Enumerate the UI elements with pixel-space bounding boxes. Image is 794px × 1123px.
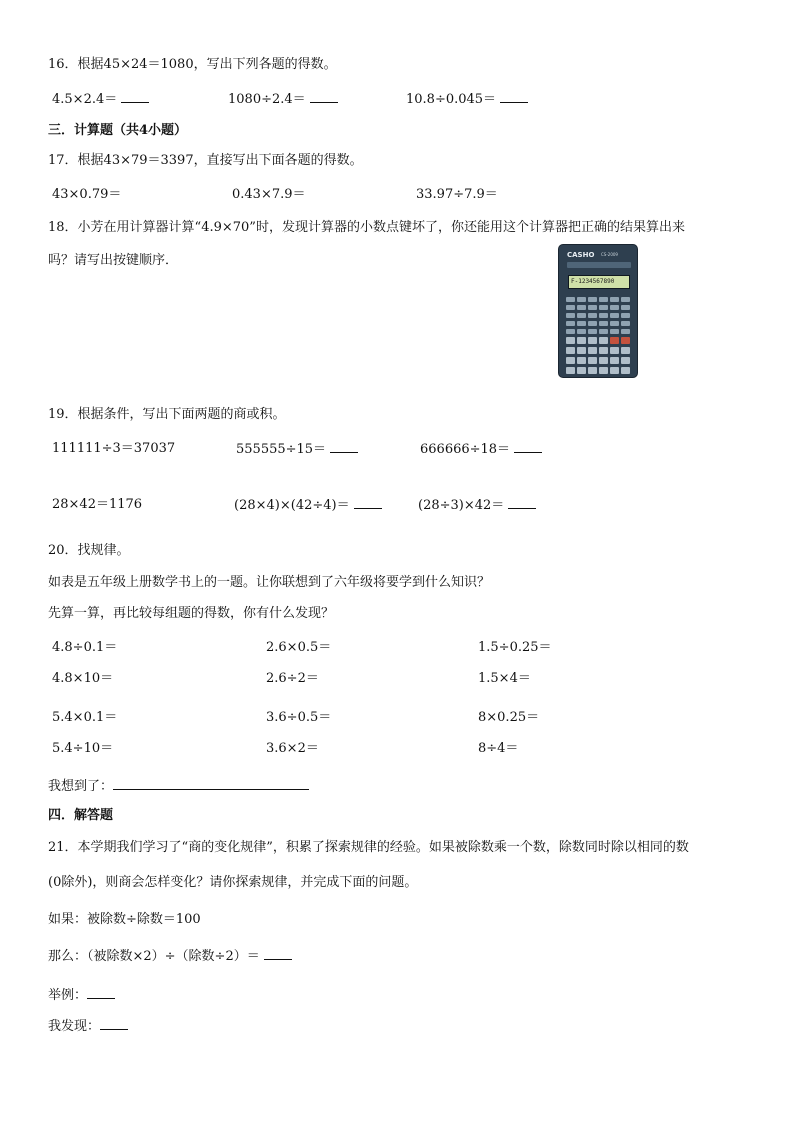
- calculator-model: CS-2009: [601, 252, 618, 257]
- answer-blank[interactable]: [113, 777, 309, 790]
- calculator-key: [588, 305, 597, 310]
- q20-line-2: 如表是五年级上册数学书上的一题。让你联想到了六年级将要学到什么知识？: [48, 575, 491, 590]
- q20-grid-r1-c2: 2.6×0.5＝: [266, 640, 332, 655]
- q19-r1-item-2: 555555÷15＝: [236, 440, 358, 459]
- q21-line-1: 21．本学期我们学习了“商的变化规律”，积累了探索规律的经验。如果被除数乘一个数，除数同时除以相同的数: [48, 840, 689, 855]
- calculator-brand: CASHO: [567, 251, 595, 259]
- calculator-key: [588, 297, 597, 302]
- calculator-display: F-1234567890: [568, 275, 630, 289]
- calculator-key: [610, 329, 619, 334]
- calculator-key: [621, 305, 630, 310]
- q20-answer-line: 我想到了：: [48, 777, 309, 796]
- q21-then-line: 那么：（被除数×2）÷（除数÷2）＝: [48, 947, 292, 966]
- calculator-key: [621, 337, 630, 344]
- answer-blank[interactable]: [354, 496, 382, 509]
- calculator-key: [588, 357, 597, 364]
- q16-item-1: 4.5×2.4＝: [52, 90, 149, 109]
- calculator-key: [588, 329, 597, 334]
- calculator-key: [621, 297, 630, 302]
- answer-blank[interactable]: [264, 947, 292, 960]
- answer-blank[interactable]: [508, 496, 536, 509]
- calculator-key: [599, 367, 608, 374]
- calculator-key: [621, 329, 630, 334]
- answer-blank[interactable]: [121, 90, 149, 103]
- calculator-key: [588, 347, 597, 354]
- calculator-key: [610, 313, 619, 318]
- calculator-key: [588, 337, 597, 344]
- calculator-key: [599, 321, 608, 326]
- calculator-image: [558, 244, 638, 378]
- calculator-label-strip: [567, 262, 631, 268]
- calculator-key: [599, 337, 608, 344]
- calculator-key: [599, 305, 608, 310]
- calculator-key: [577, 313, 586, 318]
- calculator-key: [566, 321, 575, 326]
- answer-blank[interactable]: [330, 440, 358, 453]
- q17-item-1: 43×0.79＝: [52, 187, 122, 202]
- calculator-key: [566, 313, 575, 318]
- calculator-key: [610, 367, 619, 374]
- calculator-key: [621, 313, 630, 318]
- q19-r1-item-3: 666666÷18＝: [420, 440, 542, 459]
- q20-grid-r3-c2: 3.6÷0.5＝: [266, 710, 332, 725]
- calculator-key: [621, 357, 630, 364]
- answer-blank[interactable]: [310, 90, 338, 103]
- q19-r2-item-3: (28÷3)×42＝: [418, 496, 536, 515]
- q20-grid-r3-c1: 5.4×0.1＝: [52, 710, 118, 725]
- calculator-key: [566, 337, 575, 344]
- calculator-key: [566, 357, 575, 364]
- q19-r2-item-2: (28×4)×(42÷4)＝: [234, 496, 382, 515]
- q21-line-2: (0除外)，则商会怎样变化？请你探索规律，并完成下面的问题。: [48, 875, 418, 890]
- q19-r2-item-1: 28×42＝1176: [52, 497, 143, 512]
- calculator-key: [599, 357, 608, 364]
- answer-blank[interactable]: [87, 986, 115, 999]
- q18-line-2: 吗？请写出按键顺序．: [48, 253, 179, 268]
- calculator-key: [621, 367, 630, 374]
- calculator-key: [599, 347, 608, 354]
- q17-item-2: 0.43×7.9＝: [232, 187, 306, 202]
- q20-grid-r4-c2: 3.6×2＝: [266, 741, 319, 756]
- q19-stem: 19．根据条件，写出下面两题的商或积。: [48, 407, 286, 422]
- q21-example-line: 举例：: [48, 986, 115, 1005]
- q17-stem: 17．根据43×79＝3397，直接写出下面各题的得数。: [48, 153, 363, 168]
- calculator-key: [588, 313, 597, 318]
- calculator-key: [577, 321, 586, 326]
- q20-grid-r2-c2: 2.6÷2＝: [266, 671, 319, 686]
- q19-r1-item-1: 111111÷3＝37037: [52, 441, 176, 456]
- calculator-key: [599, 313, 608, 318]
- q21-finding-line: 我发现：: [48, 1017, 128, 1036]
- calculator-key: [588, 321, 597, 326]
- calculator-key: [599, 329, 608, 334]
- q21-if-line: 如果：被除数÷除数＝100: [48, 912, 201, 927]
- answer-blank[interactable]: [100, 1017, 128, 1030]
- calculator-key: [610, 305, 619, 310]
- q20-grid-r3-c3: 8×0.25＝: [478, 710, 540, 725]
- q20-line-3: 先算一算，再比较每组题的得数，你有什么发现？: [48, 606, 335, 621]
- q20-grid-r4-c1: 5.4÷10＝: [52, 741, 114, 756]
- calculator-key: [610, 347, 619, 354]
- q20-grid-r2-c1: 4.8×10＝: [52, 671, 114, 686]
- calculator-key: [577, 337, 586, 344]
- q20-grid-r1-c3: 1.5÷0.25＝: [478, 640, 552, 655]
- answer-blank[interactable]: [500, 90, 528, 103]
- calculator-key: [577, 357, 586, 364]
- calculator-key: [577, 329, 586, 334]
- calculator-key: [577, 347, 586, 354]
- calculator-key: [621, 347, 630, 354]
- section-4-title: 四．解答题: [48, 808, 114, 823]
- calculator-key: [577, 297, 586, 302]
- q16-stem: 16．根据45×24＝1080，写出下列各题的得数。: [48, 57, 337, 72]
- q20-stem: 20．找规律。: [48, 543, 130, 558]
- calculator-key: [610, 337, 619, 344]
- calculator-key: [566, 367, 575, 374]
- calculator-key: [566, 347, 575, 354]
- calculator-key: [566, 305, 575, 310]
- calculator-key: [610, 357, 619, 364]
- calculator-key: [610, 321, 619, 326]
- q16-item-2: 1080÷2.4＝: [228, 90, 338, 109]
- q16-item-3: 10.8÷0.045＝: [406, 90, 528, 109]
- calculator-key: [610, 297, 619, 302]
- q20-grid-r2-c3: 1.5×4＝: [478, 671, 531, 686]
- calculator-key: [577, 367, 586, 374]
- calculator-key: [566, 297, 575, 302]
- calculator-key: [577, 305, 586, 310]
- q18-line-1: 18．小芳在用计算器计算“4.9×70”时，发现计算器的小数点键坏了，你还能用这个计算器把正确的结果算出来: [48, 220, 685, 235]
- q17-item-3: 33.97÷7.9＝: [416, 187, 498, 202]
- q20-grid-r1-c1: 4.8÷0.1＝: [52, 640, 118, 655]
- section-3-title: 三．计算题（共4小题）: [48, 123, 188, 138]
- calculator-key: [588, 367, 597, 374]
- calculator-key: [621, 321, 630, 326]
- q20-grid-r4-c3: 8÷4＝: [478, 741, 519, 756]
- answer-blank[interactable]: [514, 440, 542, 453]
- calculator-key: [599, 297, 608, 302]
- calculator-key: [566, 329, 575, 334]
